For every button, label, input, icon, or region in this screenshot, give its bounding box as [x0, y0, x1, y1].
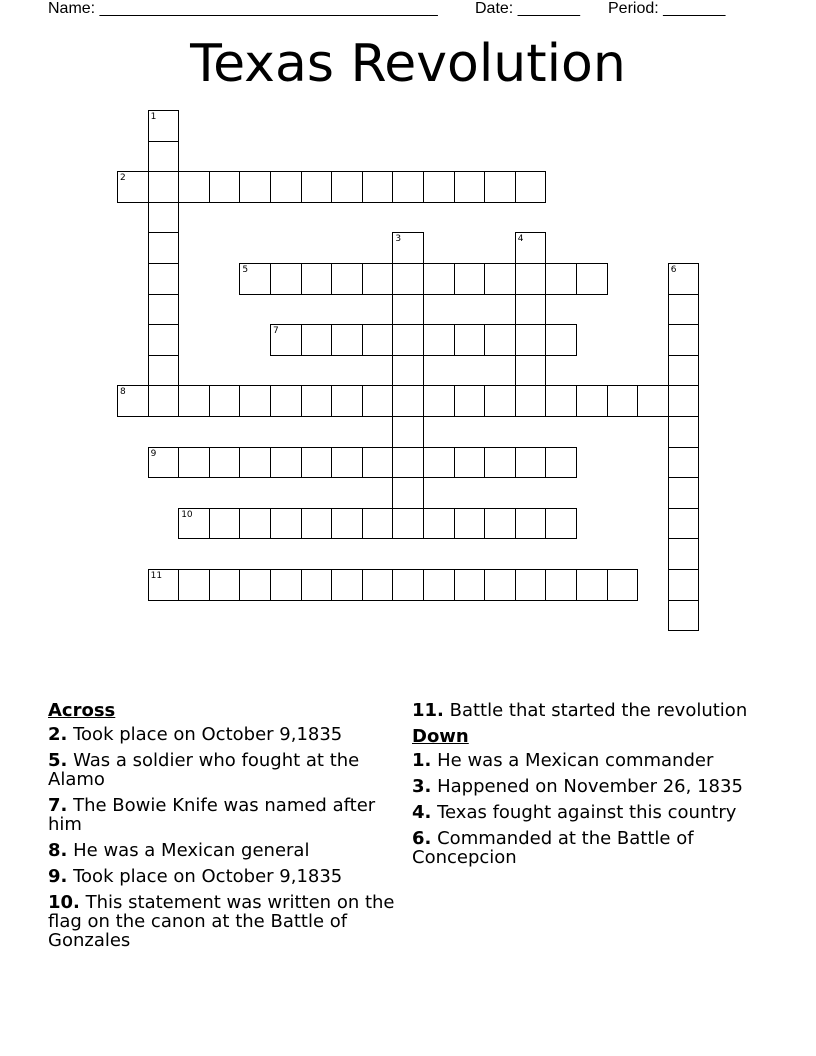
grid-cell[interactable] — [178, 385, 210, 417]
down-heading: Down — [412, 726, 469, 747]
clue-across-7: 7. The Bowie Knife was named after him — [48, 795, 376, 835]
grid-cell[interactable] — [178, 447, 210, 479]
grid-cell[interactable] — [515, 508, 547, 540]
grid-cell[interactable] — [668, 355, 700, 387]
clue-number-label: 4 — [517, 234, 524, 245]
grid-cell[interactable] — [545, 385, 577, 417]
grid-cell[interactable] — [362, 171, 394, 203]
grid-cell[interactable] — [270, 447, 302, 479]
clue-down-4: 4. Texas fought against this country — [412, 802, 737, 823]
grid-cell[interactable] — [209, 569, 241, 601]
grid-cell[interactable] — [148, 294, 180, 326]
grid-cell[interactable] — [148, 232, 180, 264]
grid-cell[interactable] — [392, 569, 424, 601]
grid-cell[interactable] — [148, 202, 180, 234]
grid-cell[interactable] — [576, 263, 608, 295]
grid-cell[interactable] — [270, 569, 302, 601]
grid-cell[interactable] — [515, 385, 547, 417]
grid-cell[interactable] — [239, 569, 271, 601]
grid-cell[interactable] — [454, 171, 486, 203]
clue-across-9: 9. Took place on October 9,1835 — [48, 866, 343, 887]
grid-cell[interactable] — [148, 324, 180, 356]
grid-cell[interactable] — [607, 569, 639, 601]
grid-cell[interactable] — [270, 385, 302, 417]
grid-cell[interactable] — [484, 171, 516, 203]
grid-cell[interactable] — [209, 508, 241, 540]
grid-cell[interactable] — [148, 141, 180, 173]
grid-cell[interactable] — [239, 508, 271, 540]
grid-cell[interactable] — [668, 477, 700, 509]
grid-cell[interactable] — [515, 569, 547, 601]
grid-cell[interactable] — [148, 263, 180, 295]
grid-cell[interactable] — [392, 324, 424, 356]
grid-cell[interactable] — [515, 447, 547, 479]
grid-cell[interactable] — [668, 416, 700, 448]
grid-cell[interactable] — [209, 447, 241, 479]
grid-cell[interactable] — [362, 508, 394, 540]
grid-cell[interactable] — [301, 171, 333, 203]
grid-cell[interactable] — [392, 355, 424, 387]
grid-cell[interactable] — [484, 569, 516, 601]
grid-cell[interactable] — [331, 508, 363, 540]
grid-cell[interactable] — [484, 324, 516, 356]
grid-cell[interactable] — [668, 569, 700, 601]
clue-across-10: 10. This statement was written on the flag on the canon at the Battle of Gonzales — [48, 892, 395, 951]
grid-cell[interactable] — [362, 447, 394, 479]
grid-cell[interactable] — [454, 508, 486, 540]
grid-cell[interactable] — [239, 171, 271, 203]
grid-cell[interactable] — [392, 508, 424, 540]
clue-number-label: 3 — [395, 234, 402, 245]
grid-cell[interactable] — [270, 508, 302, 540]
clue-number-label: 11 — [150, 571, 163, 581]
grid-cell[interactable] — [454, 324, 486, 356]
name-field[interactable]: Name: ______________________________________ — [48, 0, 438, 17]
grid-cell[interactable] — [178, 569, 210, 601]
grid-cell[interactable] — [331, 171, 363, 203]
grid-cell[interactable] — [148, 171, 180, 203]
grid-cell[interactable] — [392, 171, 424, 203]
clue-number-label: 9 — [150, 448, 157, 459]
grid-cell[interactable] — [331, 447, 363, 479]
grid-cell[interactable] — [454, 569, 486, 601]
grid-cell[interactable] — [545, 324, 577, 356]
grid-cell[interactable] — [668, 294, 700, 326]
grid-cell[interactable] — [423, 385, 455, 417]
grid-cell[interactable] — [178, 171, 210, 203]
grid-cell[interactable] — [301, 447, 333, 479]
clue-column-left — [48, 701, 408, 957]
grid-cell[interactable] — [270, 171, 302, 203]
grid-cell[interactable] — [148, 385, 180, 417]
grid-cell[interactable] — [239, 385, 271, 417]
clue-number-label: 5 — [242, 265, 249, 275]
grid-cell[interactable] — [331, 324, 363, 356]
period-field[interactable]: Period: _______ — [608, 0, 726, 17]
clue-down-3: 3. Happened on November 26, 1835 — [412, 776, 743, 797]
grid-cell[interactable] — [209, 171, 241, 203]
clue-across-11: 11. Battle that started the revolution — [412, 700, 748, 721]
clue-down-1: 1. He was a Mexican commander — [412, 750, 714, 771]
grid-cell[interactable] — [423, 263, 455, 295]
clue-number-label: 2 — [120, 173, 126, 184]
grid-cell[interactable] — [362, 385, 394, 417]
grid-cell[interactable] — [668, 324, 700, 356]
grid-cell[interactable] — [423, 569, 455, 601]
grid-cell[interactable] — [668, 538, 700, 570]
across-heading: Across — [48, 700, 116, 721]
grid-cell[interactable] — [576, 385, 608, 417]
grid-cell[interactable] — [301, 385, 333, 417]
grid-cell[interactable] — [301, 324, 333, 356]
date-field[interactable]: Date: _______ — [475, 0, 580, 17]
grid-cell[interactable] — [362, 569, 394, 601]
grid-cell[interactable] — [515, 171, 547, 203]
clue-number-label: 7 — [273, 326, 279, 337]
grid-cell[interactable] — [545, 508, 577, 540]
grid-cell[interactable] — [668, 508, 700, 540]
grid-cell[interactable] — [392, 385, 424, 417]
grid-cell[interactable] — [515, 355, 547, 387]
grid-cell[interactable] — [392, 447, 424, 479]
grid-cell[interactable] — [148, 355, 180, 387]
clue-number-label: 1 — [150, 112, 157, 122]
clue-down-6: 6. Commanded at the Battle of Concepcion — [412, 828, 694, 868]
grid-cell[interactable] — [392, 416, 424, 448]
grid-cell[interactable] — [484, 508, 516, 540]
grid-cell[interactable] — [637, 385, 669, 417]
grid-cell[interactable] — [392, 477, 424, 509]
grid-cell[interactable] — [515, 324, 547, 356]
clue-across-8: 8. He was a Mexican general — [48, 840, 310, 861]
grid-cell[interactable] — [301, 263, 333, 295]
grid-cell[interactable] — [484, 447, 516, 479]
grid-cell[interactable] — [484, 385, 516, 417]
grid-cell[interactable] — [454, 447, 486, 479]
grid-cell[interactable] — [331, 263, 363, 295]
grid-cell[interactable] — [270, 263, 302, 295]
clue-across-5: 5. Was a soldier who fought at the Alamo — [48, 750, 360, 790]
grid-cell[interactable] — [668, 600, 700, 632]
clue-number-label: 6 — [670, 265, 677, 275]
page-title: Texas Revolution — [190, 34, 626, 94]
grid-cell[interactable] — [331, 385, 363, 417]
grid-cell[interactable] — [454, 263, 486, 295]
clue-across-2: 2. Took place on October 9,1835 — [48, 724, 343, 745]
grid-cell[interactable] — [454, 385, 486, 417]
grid-cell[interactable] — [668, 385, 700, 417]
grid-cell[interactable] — [576, 569, 608, 601]
grid-cell[interactable] — [392, 294, 424, 326]
clue-number-label: 8 — [120, 387, 126, 398]
grid-cell[interactable] — [423, 171, 455, 203]
grid-cell[interactable] — [362, 324, 394, 356]
grid-cell[interactable] — [362, 263, 394, 295]
grid-cell[interactable] — [545, 447, 577, 479]
grid-cell[interactable] — [668, 447, 700, 479]
clue-column-right — [412, 701, 772, 874]
grid-cell[interactable] — [607, 385, 639, 417]
grid-cell[interactable] — [423, 324, 455, 356]
clue-number-label: 10 — [181, 509, 193, 520]
grid-cell[interactable] — [239, 447, 271, 479]
grid-cell[interactable] — [301, 508, 333, 540]
grid-cell[interactable] — [545, 263, 577, 295]
grid-cell[interactable] — [545, 569, 577, 601]
grid-cell[interactable] — [392, 263, 424, 295]
grid-cell[interactable] — [331, 569, 363, 601]
grid-cell[interactable] — [209, 385, 241, 417]
grid-cell[interactable] — [423, 447, 455, 479]
grid-cell[interactable] — [515, 294, 547, 326]
grid-cell[interactable] — [301, 569, 333, 601]
grid-cell[interactable] — [423, 508, 455, 540]
grid-cell[interactable] — [484, 263, 516, 295]
grid-cell[interactable] — [515, 263, 547, 295]
